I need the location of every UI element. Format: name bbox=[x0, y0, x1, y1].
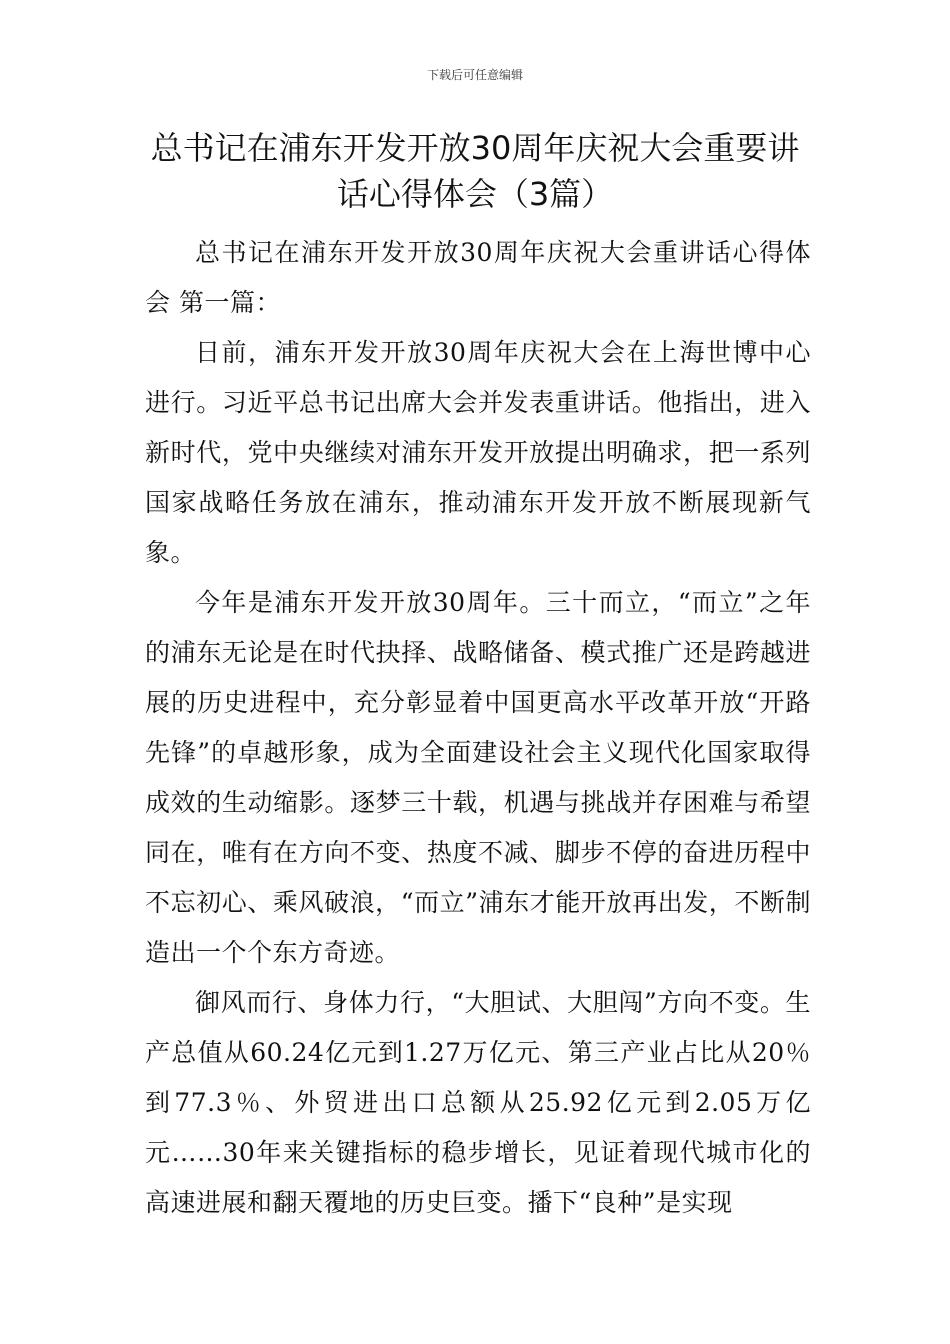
paragraph: 御风而行、身体力行，“大胆试、大胆闯”方向不变。生产总值从60.24亿元到1.27万亿元、第三产业占比从20％到77.3％、外贸进出口总额从25.92亿元到2.05万亿元……30年来关键指标的稳步增长，见证着现代城市化的高速进展和翻天覆地的历史巨变。播下“良种”是实现 bbox=[145, 988, 811, 1217]
document-body bbox=[145, 228, 811, 1228]
header-note: 下载后可任意编辑 bbox=[426, 68, 523, 82]
paragraph: 总书记在浦东开发开放30周年庆祝大会重讲话心得体会 第一篇： bbox=[145, 238, 811, 317]
document-title: 总书记在浦东开发开放30周年庆祝大会重要讲话心得体会（3篇） bbox=[150, 129, 800, 213]
paragraph: 日前，浦东开发开放30周年庆祝大会在上海世博中心进行。习近平总书记出席大会并发表重讲话。他指出，进入新时代，党中央继续对浦东开发开放提出明确求，把一系列国家战略任务放在浦东，推动浦东开发开放不断展现新气象。 bbox=[145, 338, 811, 567]
paragraph: 今年是浦东开发开放30周年。三十而立，“而立”之年的浦东无论是在时代抉择、战略储备、模式推广还是跨越进展的历史进程中，充分彰显着中国更高水平改革开放“开路先锋”的卓越形象，成为全面建设社会主义现代化国家取得成效的生动缩影。逐梦三十载，机遇与挑战并存困难与希望同在，唯有在方向不变、热度不减、脚步不停的奋进历程中不忘初心、乘风破浪，“而立”浦东才能开放再出发，不断制造出一个个东方奇迹。 bbox=[145, 588, 811, 967]
